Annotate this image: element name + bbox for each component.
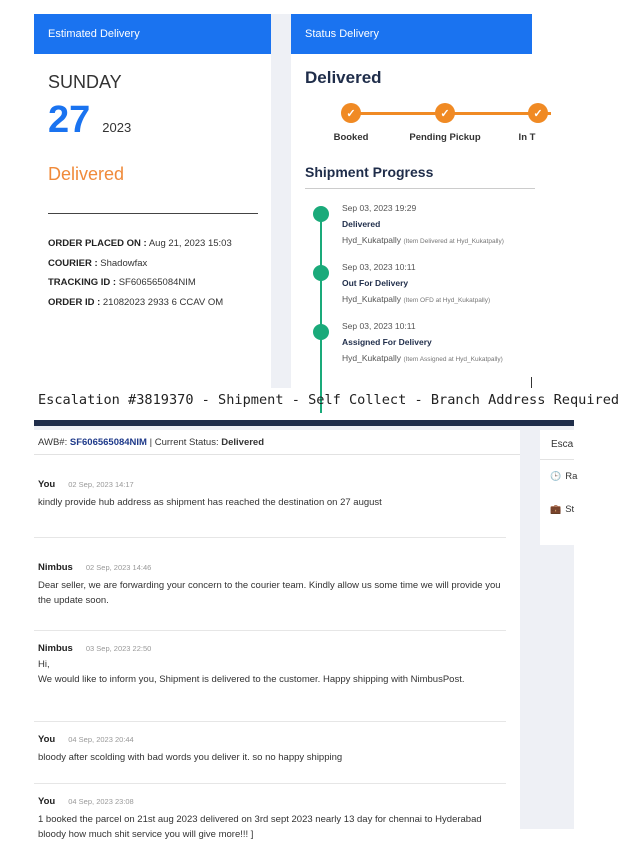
timeline-item: [291, 262, 532, 321]
current-status: Delivered: [221, 437, 265, 448]
estimated-delivery-card: [34, 14, 271, 388]
order-info: [48, 234, 257, 312]
tracking-id-row: TRACKING ID : SF606565084NIM: [48, 277, 196, 288]
timeline-location: Hyd_Kukatpally (Item OFD at Hyd_Kukatpally): [342, 294, 491, 304]
divider: [305, 188, 535, 189]
message-text: bloody after scolding with bad words you deliver it. so no happy shipping: [38, 752, 343, 763]
message-sender: You: [38, 796, 56, 807]
card-gutter: [271, 14, 291, 388]
delivery-day: SUNDAY: [48, 72, 122, 92]
courier-row: COURIER : Shadowfax: [48, 257, 148, 269]
briefcase-icon: 💼: [550, 504, 562, 514]
step-label-pending-pickup: Pending Pickup: [409, 132, 481, 143]
timeline-date: Sep 03, 2023 10:11: [342, 321, 416, 331]
timeline-dot: [313, 206, 329, 222]
message-sender: You: [38, 479, 56, 490]
message-item: [34, 722, 506, 784]
status-delivery-header: Status Delivery: [291, 14, 532, 54]
status-delivery-card: [291, 14, 543, 388]
divider: [48, 213, 258, 214]
timeline-dot: [313, 265, 329, 281]
step-label-booked: Booked: [333, 132, 369, 143]
timeline-item: [291, 203, 532, 262]
delivery-year: 2023: [102, 120, 132, 135]
step-check-icon: ✓: [528, 103, 548, 123]
side-row-status[interactable]: 💼 St: [550, 504, 575, 515]
awb-status-line: AWB#: SF606565084NIM | Current Status: Delivered: [34, 430, 520, 455]
delivery-date: 27: [48, 99, 91, 141]
message-time: 03 Sep, 2023 22:50: [85, 644, 152, 653]
timeline-date: Sep 03, 2023 10:11: [342, 262, 416, 272]
message-item: [34, 455, 506, 538]
timeline-location: Hyd_Kukatpally (Item Delivered at Hyd_Kukatpally): [342, 235, 504, 245]
message-time: 02 Sep, 2023 14:17: [68, 480, 134, 489]
message-item: [34, 631, 506, 722]
timeline-event: Delivered: [342, 219, 381, 229]
side-row-rating[interactable]: 🕒 Ra: [550, 471, 578, 482]
message-text: Hi, We would like to inform you, Shipment is delivered to the customer. Happy shipping with NimbusPost.: [38, 659, 465, 685]
shipment-progress-title: Shipment Progress: [305, 164, 434, 180]
message-time: 04 Sep, 2023 23:08: [68, 797, 134, 806]
delivery-status: Delivered: [48, 164, 125, 184]
conversation-panel: [34, 430, 520, 840]
message-item: [34, 538, 506, 631]
message-text: kindly provide hub address as shipment has reached the destination on 27 august: [38, 497, 382, 508]
timeline-location: Hyd_Kukatpally (Item Assigned at Hyd_Kukatpally): [342, 353, 503, 363]
escalation-title: Escalation #3819370 - Shipment - Self Collect - Branch Address Required: [38, 392, 619, 408]
shipment-timeline: [291, 203, 532, 380]
message-item: [34, 784, 506, 842]
message-text: 1 booked the parcel on 21st aug 2023 delivered on 3rd sept 2023 nearly 13 day for chennai to Hyderabad bloody how much shit service you will give more!!! ]: [38, 814, 482, 840]
side-panel-header: Esca: [540, 430, 574, 460]
timeline-date: Sep 03, 2023 19:29: [342, 203, 417, 213]
progress-stepper: [291, 100, 543, 148]
status-title: Delivered: [305, 68, 382, 87]
message-sender: You: [38, 734, 56, 745]
message-text: Dear seller, we are forwarding your concern to the courier team. Kindly allow us some time we will provide you the update soon.: [38, 580, 501, 606]
estimated-delivery-header: Estimated Delivery: [34, 14, 271, 54]
order-id-row: ORDER ID : 21082023 2933 6 CCAV OM: [48, 296, 224, 308]
message-time: 02 Sep, 2023 14:46: [85, 563, 152, 572]
message-time: 04 Sep, 2023 20:44: [68, 735, 134, 744]
timeline-event: Out For Delivery: [342, 278, 409, 288]
timeline-item: [291, 321, 532, 380]
awb-number[interactable]: SF606565084NIM: [69, 437, 147, 448]
message-sender: Nimbus: [38, 562, 73, 573]
timeline-dot: [313, 324, 329, 340]
step-check-icon: ✓: [435, 103, 455, 123]
step-check-icon: ✓: [341, 103, 361, 123]
clock-icon: 🕒: [550, 471, 562, 481]
text-cursor: [531, 377, 532, 388]
step-label-in-transit: In T: [518, 132, 536, 143]
order-placed-row: ORDER PLACED ON : Aug 21, 2023 15:03: [48, 238, 232, 249]
message-sender: Nimbus: [38, 643, 73, 654]
escalation-side-panel: [540, 430, 578, 545]
timeline-event: Assigned For Delivery: [342, 337, 432, 347]
